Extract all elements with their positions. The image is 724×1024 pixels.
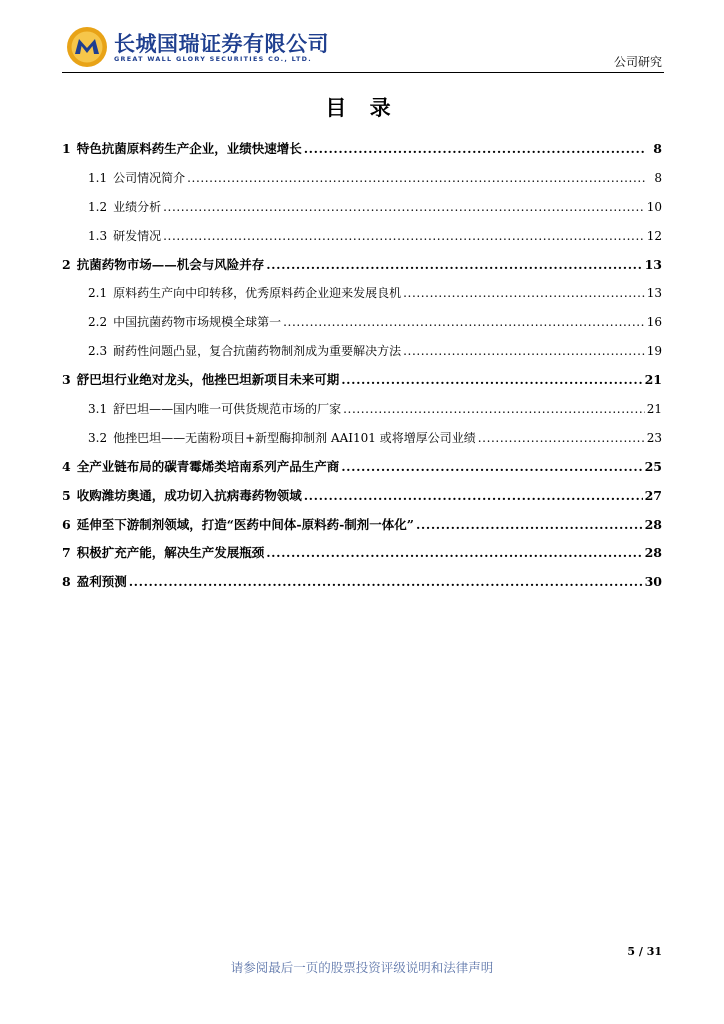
toc-entry[interactable]: 3.2 他挫巴坦——无菌粉项目+新型酶抑制剂 AAI101 或将增厚公司业绩 ..... 23 [62, 429, 662, 458]
toc-entry[interactable]: 6 延伸至下游制剂领域，打造“医药中间体-原料药-制剂一体化” ..... 28 [62, 516, 662, 545]
toc-entry[interactable]: 3 舒巴坦行业绝对龙头，他挫巴坦新项目未来可期 ..... 21 [62, 371, 662, 400]
toc-title: 目 录 [325, 96, 399, 120]
toc-entry[interactable]: 2.1 原料药生产向中印转移，优秀原料药企业迎来发展良机 ..... 13 [62, 284, 662, 313]
company-logo-icon [66, 26, 108, 68]
toc-entry[interactable]: 1 特色抗菌原料药生产企业，业绩快速增长 ..... 8 [62, 140, 662, 169]
toc-entry[interactable]: 3.1 舒巴坦——国内唯一可供货规范市场的厂家 ..... 21 [62, 400, 662, 429]
page-number: 5 / 31 [627, 945, 662, 958]
legal-disclaimer: 请参阅最后一页的股票投资评级说明和法律声明 [230, 960, 494, 975]
page-header [0, 0, 724, 80]
toc-entry[interactable]: 1.3 研发情况 ..... 12 [62, 227, 662, 256]
toc-entry[interactable]: 7 积极扩充产能，解决生产发展瓶颈 ..... 28 [62, 544, 662, 573]
section-label: 公司研究 [613, 55, 662, 69]
company-name-en: GREAT WALL GLORY SECURITIES CO., LTD. [114, 55, 312, 63]
toc-entry[interactable]: 5 收购潍坊奥通，成功切入抗病毒药物领域 ..... 27 [62, 487, 662, 516]
toc-entry[interactable]: 8 盈利预测 ..... 30 [62, 573, 662, 602]
toc-entry[interactable]: 4 全产业链布局的碳青霉烯类培南系列产品生产商 ..... 25 [62, 458, 662, 487]
company-name-cn: 长城国瑞证券有限公司 [114, 32, 329, 56]
toc-entry[interactable]: 1.1 公司情况简介 ..... 8 [62, 169, 662, 198]
table-of-contents [62, 140, 662, 602]
header-divider [62, 72, 664, 73]
toc-entry[interactable]: 2.3 耐药性问题凸显，复合抗菌药物制剂成为重要解决方法 ..... 19 [62, 342, 662, 371]
toc-entry[interactable]: 2.2 中国抗菌药物市场规模全球第一 ..... 16 [62, 313, 662, 342]
toc-entry[interactable]: 1.2 业绩分析 ..... 10 [62, 198, 662, 227]
toc-entry[interactable]: 2 抗菌药物市场——机会与风险并存 ..... 13 [62, 256, 662, 285]
